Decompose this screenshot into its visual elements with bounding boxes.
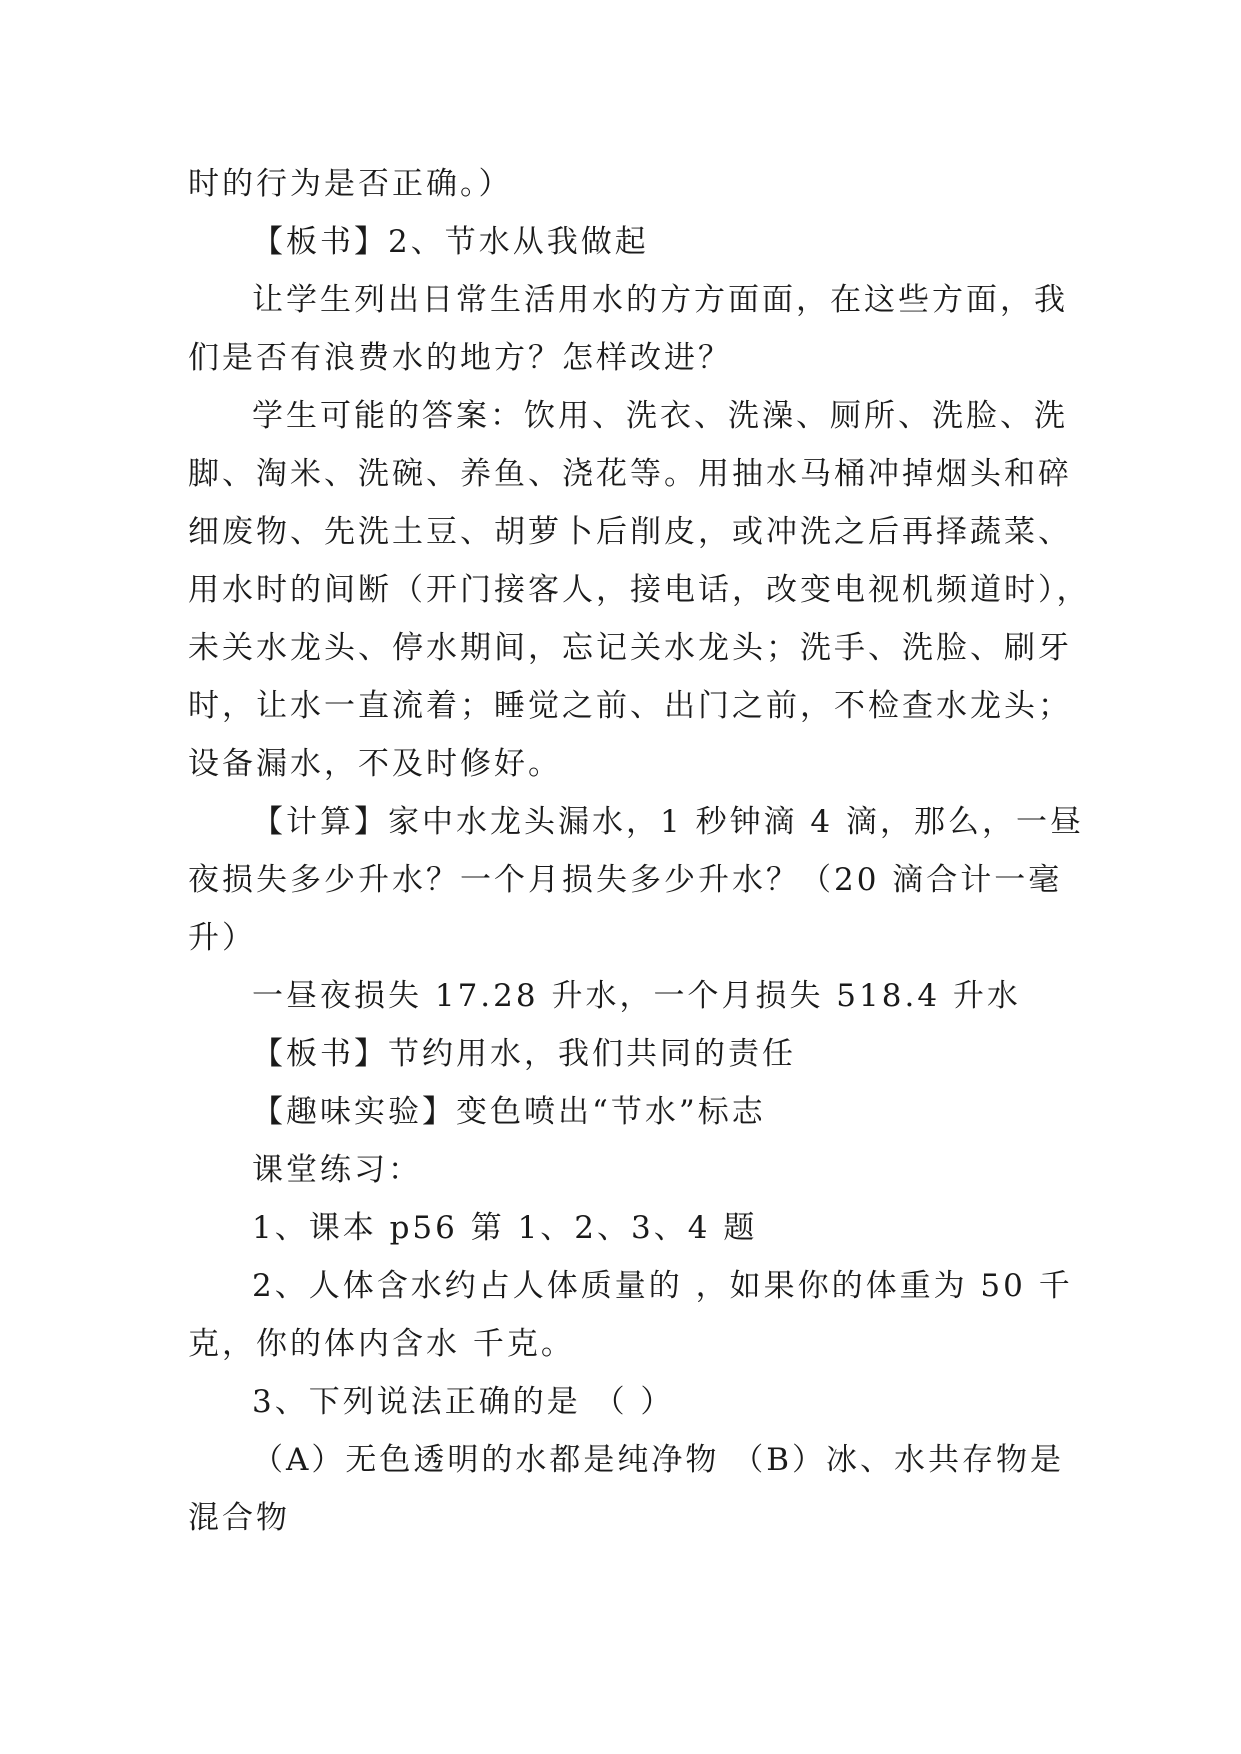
calculation-question: 【计算】家中水龙头漏水，1 秒钟滴 4 滴，那么，一昼 bbox=[252, 804, 1085, 840]
exercise-item: 3、下列说法正确的是 （ ） bbox=[252, 1384, 675, 1420]
experiment-heading: 【趣味实验】变色喷出“节水”标志 bbox=[252, 1094, 766, 1130]
exercise-item: 2、人体含水约占人体质量的 ，如果你的体重为 50 千 bbox=[252, 1268, 1073, 1304]
text-line: 未关水龙头、停水期间，忘记关水龙头；洗手、洗脸、刷牙 bbox=[188, 630, 1072, 666]
text-line: 克，你的体内含水 千克。 bbox=[188, 1326, 575, 1362]
text-line: 夜损失多少升水？一个月损失多少升水？（20 滴合计一毫 bbox=[188, 862, 1063, 898]
text-line: 时，让水一直流着；睡觉之前、出门之前，不检查水龙头； bbox=[188, 688, 1072, 724]
text-line: 脚、淘米、洗碗、养鱼、浇花等。用抽水马桶冲掉烟头和碎 bbox=[188, 456, 1072, 492]
exercise-options: （A）无色透明的水都是纯净物 （B）冰、水共存物是 bbox=[252, 1442, 1065, 1478]
calculation-answer: 一昼夜损失 17.28 升水，一个月损失 518.4 升水 bbox=[252, 978, 1021, 1014]
text-line: 混合物 bbox=[188, 1500, 290, 1536]
text-line: 升） bbox=[188, 920, 256, 956]
exercise-heading: 课堂练习： bbox=[252, 1152, 422, 1188]
text-line: 时的行为是否正确。） bbox=[188, 166, 513, 202]
text-line: 学生可能的答案：饮用、洗衣、洗澡、厕所、洗脸、洗 bbox=[252, 398, 1068, 434]
text-line: 们是否有浪费水的地方？怎样改进？ bbox=[188, 340, 732, 376]
document-body bbox=[188, 155, 1091, 1547]
text-line: 用水时的间断（开门接客人，接电话，改变电视机频道时）， bbox=[188, 572, 1091, 608]
blackboard-heading: 【板书】2、节水从我做起 bbox=[252, 224, 649, 260]
text-line: 设备漏水，不及时修好。 bbox=[188, 746, 562, 782]
exercise-item: 1、课本 p56 第 1、2、3、4 题 bbox=[252, 1210, 758, 1246]
text-line: 让学生列出日常生活用水的方方面面，在这些方面，我 bbox=[252, 282, 1068, 318]
blackboard-heading: 【板书】节约用水，我们共同的责任 bbox=[252, 1036, 796, 1072]
text-line: 细废物、先洗土豆、胡萝卜后削皮，或冲洗之后再择蔬菜、 bbox=[188, 514, 1072, 550]
